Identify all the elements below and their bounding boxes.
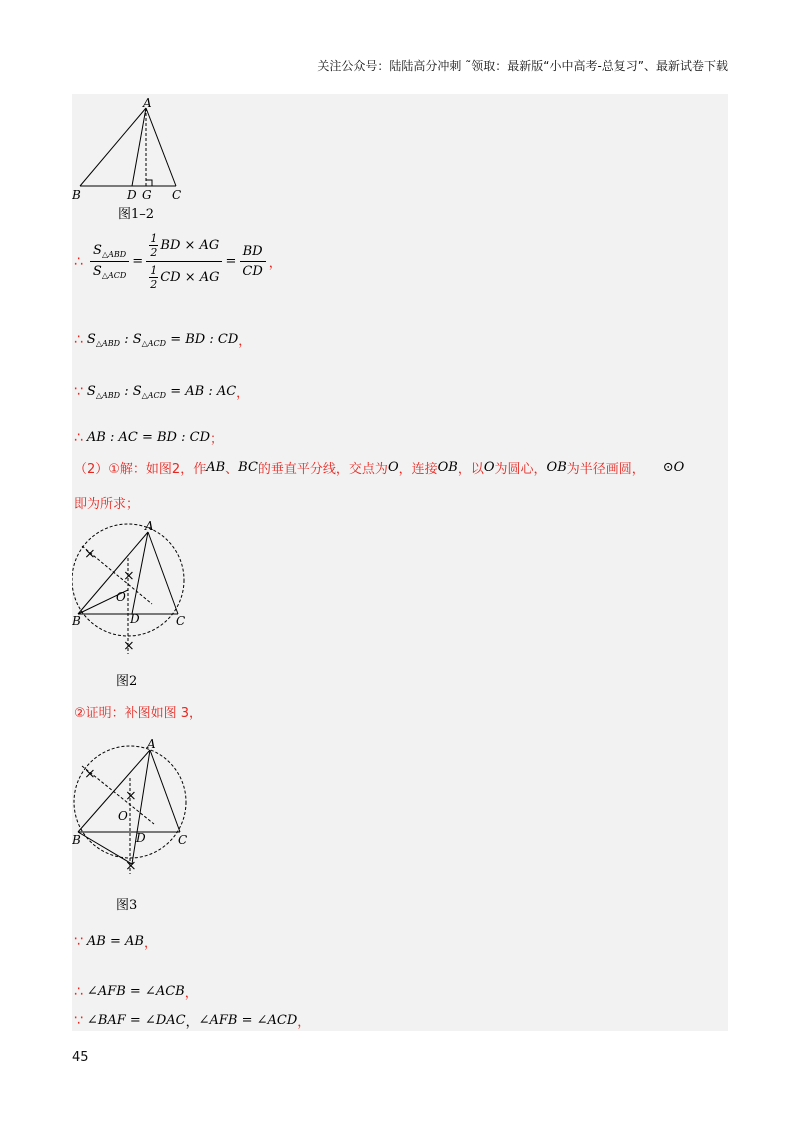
line-area-ratio-bd-cd: ∴ $S_{\triangle ABD}$ : $S_{\triangle ACD}$ = BD : CD ， xyxy=(74,331,252,349)
svg-text:×: × xyxy=(125,858,137,874)
line-angle-afb-acb xyxy=(74,982,198,1001)
therefore-symbol: ∴ xyxy=(74,253,83,270)
fig1-label-c: C xyxy=(172,188,182,202)
fig3-label-d: D xyxy=(136,831,146,845)
line-end: ， xyxy=(236,386,250,401)
arc-expr: AB = AB xyxy=(86,934,144,949)
fig2-label-o: O xyxy=(116,590,126,604)
fig2-label-c: C xyxy=(176,614,186,628)
page-header: 关注公众号：陆陆高分冲刺 ˜领取：最新版“小中高考-总复习”、最新试卷下载 xyxy=(317,59,728,73)
svg-text:×: × xyxy=(123,568,135,584)
figure-3-caption: 图3 xyxy=(116,898,138,913)
s-acd: S xyxy=(92,264,102,279)
line-end: ， xyxy=(184,986,198,1001)
figure-1-2-svg xyxy=(72,96,202,206)
fig3-label-b: B xyxy=(72,833,81,847)
svg-text:×: × xyxy=(84,766,96,782)
den-tail: CD × AG xyxy=(160,270,220,285)
fig3-label-c: C xyxy=(178,833,188,847)
svg-text:×: × xyxy=(84,546,96,562)
svg-text:×: × xyxy=(123,638,135,654)
half-products-fraction xyxy=(146,232,222,291)
fig1-label-d: D xyxy=(127,188,137,202)
because-symbol: ∵ xyxy=(74,383,83,400)
s-acd-sub: △ACD xyxy=(101,271,127,280)
s-abd: S xyxy=(93,243,102,258)
therefore-symbol: ∴ xyxy=(74,983,83,1000)
line-arc-equal xyxy=(74,932,157,951)
therefore-symbol: ∴ xyxy=(74,429,83,446)
line-part2-solution: （2）①解：如图2，作 AB 、 BC 的垂直平分线，交点为 O ，连接 OB ，以 O 为圆心， OB 为半径画圆， ⊙O xyxy=(74,460,685,477)
fig2-label-b: B xyxy=(72,614,81,628)
area-fraction xyxy=(90,243,129,280)
figure-2-svg xyxy=(72,518,202,658)
figure-2-caption: 图2 xyxy=(116,674,138,689)
therefore-symbol: ∴ xyxy=(74,331,83,348)
line-end: ； xyxy=(210,432,224,447)
line-conclusion xyxy=(74,428,223,447)
equals-sign-2: = xyxy=(225,254,237,269)
page-number: 45 xyxy=(72,1050,89,1065)
fig1-label-b: B xyxy=(72,188,81,202)
figure-1-2 xyxy=(72,96,202,210)
fig3-label-a: A xyxy=(147,738,156,751)
line-proof-intro: ②证明：补图如图 3， xyxy=(74,706,203,721)
fig3-label-o: O xyxy=(118,809,128,823)
line-angles-bac xyxy=(74,1011,310,1030)
comma: ， xyxy=(185,1015,199,1030)
figure-3 xyxy=(72,738,202,882)
because-symbol: ∵ xyxy=(74,933,83,950)
line-part2-continued: 即为所求； xyxy=(74,497,140,512)
figure-3-svg xyxy=(72,738,202,878)
angle-expr-a: ∠BAF = ∠DAC xyxy=(86,1013,186,1028)
fig2-label-d: D xyxy=(130,612,140,626)
fig2-label-a: A xyxy=(145,519,154,533)
line-end: ， xyxy=(297,1015,311,1030)
angle-expr-b: ∠AFB = ∠ACD xyxy=(198,1013,298,1028)
one-half-bottom: $\frac{1}{2}$ xyxy=(150,264,158,291)
num-tail: BD × AG xyxy=(160,238,220,253)
line-end: ， xyxy=(143,936,157,951)
because-symbol: ∵ xyxy=(74,1012,83,1029)
svg-text:×: × xyxy=(125,788,137,804)
fig1-label-a: A xyxy=(143,96,152,110)
line-area-ratio xyxy=(74,232,282,291)
line-end: ， xyxy=(268,256,282,271)
line-area-ratio-ab-ac: ∵ $S_{\triangle ABD}$ : $S_{\triangle ACD}$ = AB : AC ， xyxy=(74,383,250,401)
s-abd-sub: △ABD xyxy=(101,250,127,259)
one-half-top: $\frac{1}{2}$ xyxy=(150,232,158,259)
figure-2 xyxy=(72,518,202,662)
conclusion-expr: AB : AC = BD : CD xyxy=(86,430,210,445)
line-end: ， xyxy=(238,334,252,349)
bd-cd-fraction: $\frac{BD}{CD}$ xyxy=(239,244,265,279)
fig1-label-g: G xyxy=(142,188,152,202)
equals-sign: = xyxy=(132,254,144,269)
figure-1-2-caption: 图1–2 xyxy=(118,207,155,222)
angle-expr: ∠AFB = ∠ACB xyxy=(86,984,185,999)
